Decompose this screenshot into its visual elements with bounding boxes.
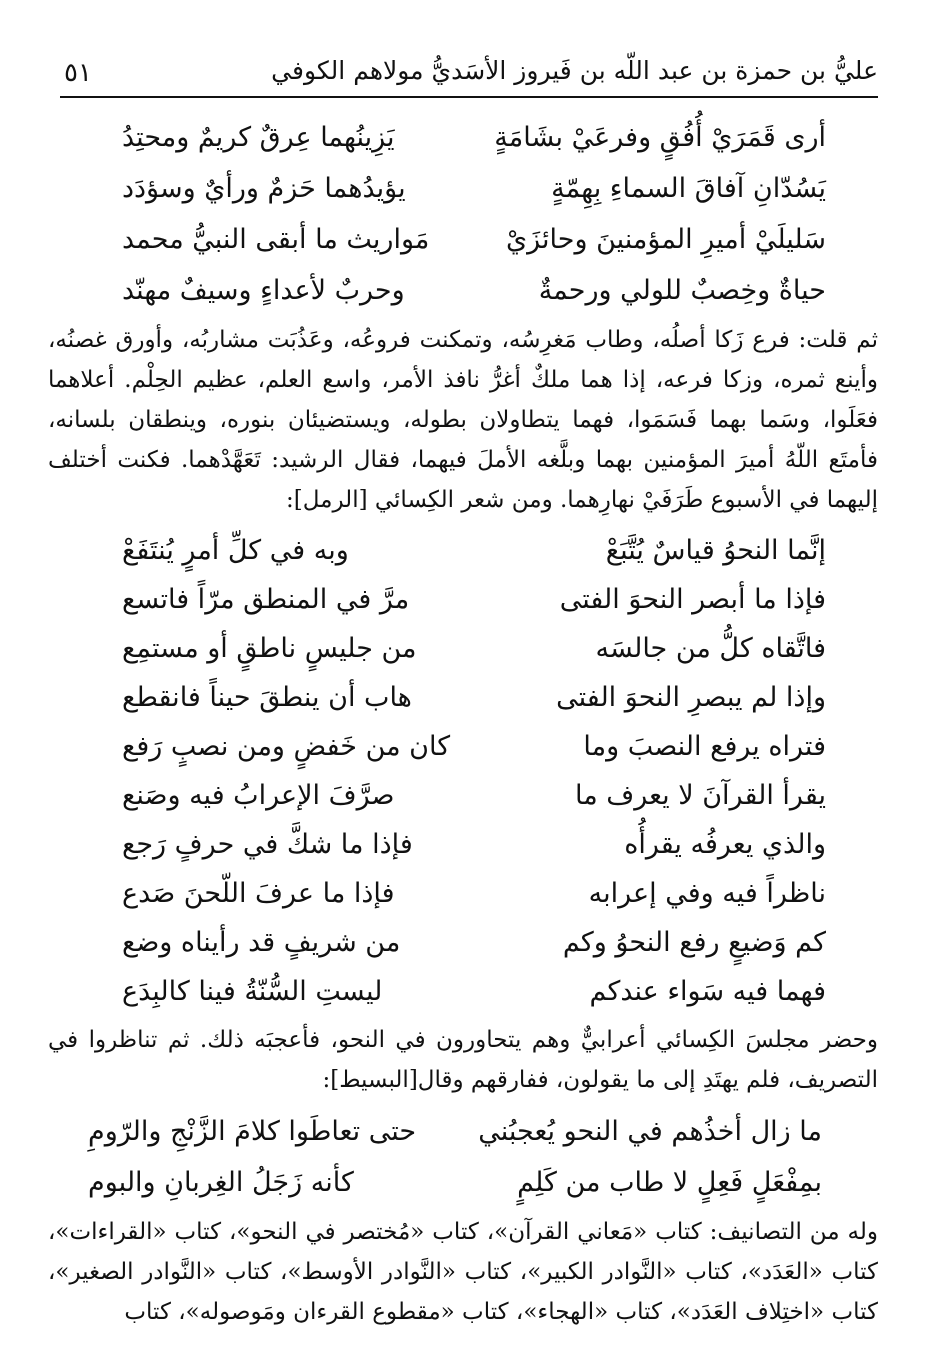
second-hemistich: مرَّ في المنطق مرّاً فاتسع (122, 584, 410, 615)
first-hemistich: كم وَضيعٍ رفع النحوُ وكم (562, 927, 826, 958)
prose-paragraph-1 (48, 320, 878, 520)
first-hemistich: فتراه يرفع النصبَ وما (583, 731, 826, 762)
second-hemistich: كأنه زَجَلُ الغِربانِ والبوم (88, 1167, 354, 1198)
paragraph-text: ثم قلت: فرع زَكا أصلُه، وطاب مَغرِسُه، وتمكنت فروعُه، وعَذُبَت مشاربُه، وأورق غصنُه، وأينع ثمره، وزكا فرعه، إذا هما ملكٌ أغرُّ نافذ الأمر، واسع العلم، عظيم الحِلْم. أعلاهما فعَلَوا، وسَما بهما فَسَمَوا، فهما يتطاولان بطوله، ويستضيئان بنوره، وينطقان بلسانه، فأمتَع اللّهُ أميرَ المؤمنين بهما وبلَّغه الأملَ فيهما، فقال الرشيد: تَعَهَّدْهما. فكنت أختلف إليهما في الأسبوع طَرَفَيْ نهارِهما. ومن شعر الكِسائي [الرمل]: (48, 327, 878, 513)
page-body (48, 112, 878, 1338)
first-hemistich: فاتَّقاه كلُّ من جالسَه (595, 633, 826, 664)
first-hemistich: ما زال أخذُهم في النحو يُعجبُني (478, 1116, 822, 1147)
poem-2 (122, 526, 826, 1016)
paragraph-text: وحضر مجلسَ الكِسائي أعرابيٌّ وهم يتحاورون في النحو، فأعجبَه ذلك. ثم تناظروا في التصريف، فلم يهتَدِ إلى ما يقولون، ففارقهم وقال[البسيط]: (48, 1027, 878, 1093)
second-hemistich: حتى تعاطَوا كلامَ الزَّنْجِ والرّومِ (88, 1116, 417, 1147)
first-hemistich: بمِفْعَلٍ فَعِلٍ لا طاب من كَلِمٍ (517, 1167, 822, 1198)
prose-paragraph-3 (48, 1212, 878, 1332)
first-hemistich: يقرأ القرآنَ لا يعرف ما (574, 780, 826, 811)
first-hemistich: فإذا ما أبصر النحوَ الفتى (559, 584, 826, 615)
second-hemistich: صرَّفَ الإعرابُ فيه وصَنع (122, 780, 395, 811)
second-hemistich: فإذا ما عرفَ اللّحنَ صَدع (122, 878, 395, 909)
second-hemistich: وحربٌ لأعداءٍ وسيفٌ مهنّد (122, 275, 405, 306)
verse (122, 771, 826, 820)
verse (122, 722, 826, 771)
page-header (60, 50, 878, 98)
verse (122, 112, 826, 163)
second-hemistich: وبه في كلِّ أمرٍ يُنتَفَعْ (122, 535, 349, 566)
second-hemistich: ليستِ السُّنّةُ فينا كالبِدَع (122, 976, 383, 1007)
first-hemistich: حياةٌ وخِصبٌ للولي ورحمةٌ (538, 275, 826, 306)
first-hemistich: ناظراً فيه وفي إعرابه (588, 878, 826, 909)
poem-1 (122, 112, 826, 316)
first-hemistich: والذي يعرفُه يقرأُه (624, 829, 826, 860)
second-hemistich: يؤيدُهما حَزمٌ ورأيٌ وسؤدَد (122, 173, 406, 204)
running-title: عليُّ بن حمزة بن عبد اللّه بن فَيروز الأسَديُّ مولاهم الكوفي (271, 56, 878, 85)
second-hemistich: فإذا ما شكَّ في حرفٍ رَجع (122, 829, 413, 860)
second-hemistich: هاب أن ينطقَ حيناً فانقطع (122, 682, 412, 713)
verse (88, 1106, 822, 1157)
page-number: ٥١ (64, 58, 92, 88)
first-hemistich: يَسُدّانِ آفاقَ السماءِ بِهِمّةٍ (551, 173, 826, 204)
first-hemistich: إنَّما النحوُ قياسٌ يُتَّبَعْ (605, 535, 826, 566)
prose-paragraph-2 (48, 1020, 878, 1100)
verse (88, 1157, 822, 1208)
first-hemistich: فهما فيه سَواء عندكم (589, 976, 826, 1007)
second-hemistich: كان من خَفضٍ ومن نصبٍ رَفع (122, 731, 451, 762)
verse (122, 869, 826, 918)
second-hemistich: مَواريث ما أبقى النبيُّ محمد (122, 224, 430, 255)
verse (122, 673, 826, 722)
verse (122, 575, 826, 624)
verse (122, 918, 826, 967)
verse (122, 967, 826, 1016)
second-hemistich: يَزِينُهما عِرقٌ كريمٌ ومحتِدُ (122, 122, 395, 153)
first-hemistich: أرى قَمَرَيْ أُفُقٍ وفرعَيْ بشَامَةٍ (494, 122, 826, 153)
verse (122, 526, 826, 575)
second-hemistich: من شريفٍ قد رأيناه وضع (122, 927, 401, 958)
first-hemistich: وإذا لم يبصرِ النحوَ الفتى (556, 682, 826, 713)
verse (122, 624, 826, 673)
poem-3 (88, 1106, 822, 1208)
verse (122, 265, 826, 316)
verse (122, 163, 826, 214)
paragraph-text: وله من التصانيف: كتاب «مَعاني القرآن»، كتاب «مُختصر في النحو»، كتاب «القراءات»، كتاب «العَدَد»، كتاب «النَّوادر الكبير»، كتاب «النَّوادر الأوسط»، كتاب «النَّوادر الصغير»، كتاب «اختِلاف العَدَد»، كتاب «الهجاء»، كتاب «مقطوع القرءان ومَوصوله»، كتاب (48, 1219, 878, 1325)
verse (122, 820, 826, 869)
first-hemistich: سَليلَيْ أميرِ المؤمنينَ وحائزَيْ (505, 224, 826, 255)
verse (122, 214, 826, 265)
second-hemistich: من جليسٍ ناطقٍ أو مستمِع (122, 633, 417, 664)
